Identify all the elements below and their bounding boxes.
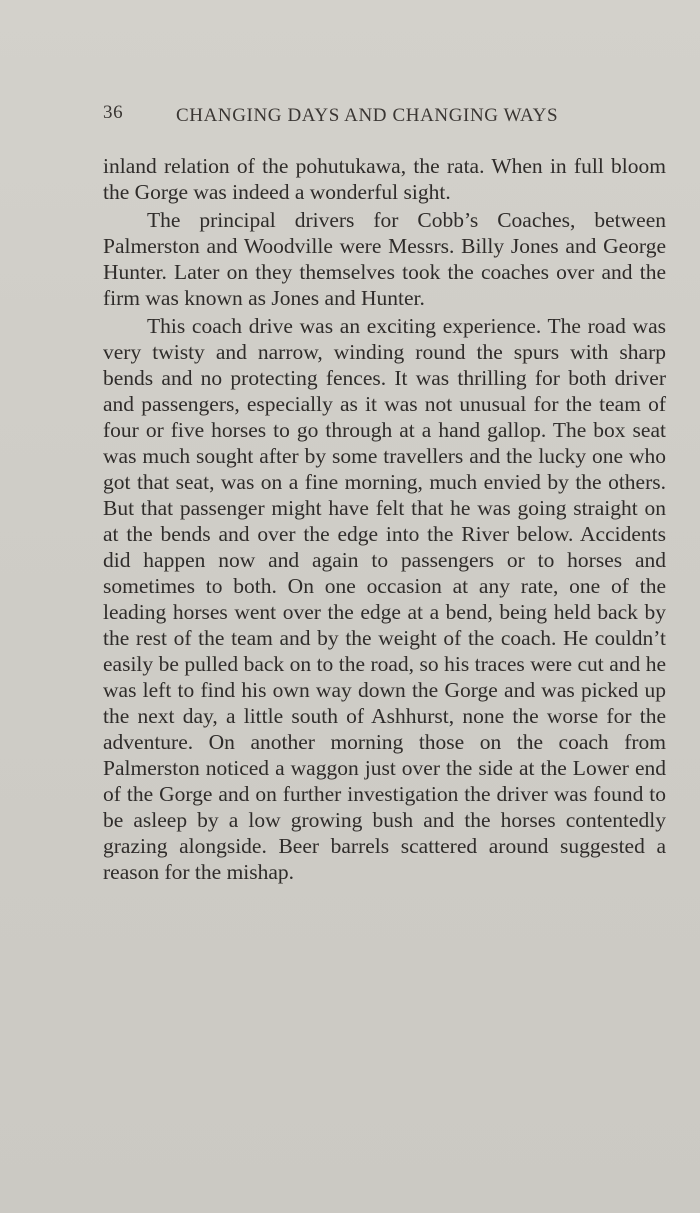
paragraph-3: This coach drive was an exciting experience. The road was very twisty and narrow, winding round the spurs with sharp bends and no protecting fences. It was thrilling for both driver and passengers, especially as it was not unusual for the team of four or five horses to go through at a hand gallop. The box seat was much sought after by some travellers and the lucky one who got that seat, was on a fine morning, much envied by the others. But that passenger might have felt that he was going straight on at the bends and over the edge into the River below. Accidents did happen now and again to passengers or to horses and sometimes to both. On one occasion at any rate, one of the leading horses went over the edge at a bend, being held back by the rest of the team and by the weight of the coach. He couldn’t easily be pulled back on to the road, so his traces were cut and he was left to find his own way down the Gorge and was picked up the next day, a little south of Ashhurst, none the worse for the adventure. On another morning those on the coach from Palmerston noticed a waggon just over the side at the Lower end of the Gorge and on further investigation the driver was found to be asleep by a low growing bush and the horses contentedly grazing alongside. Beer barrels scattered around suggested a reason for the mishap. (103, 314, 666, 884)
paragraph-2: The principal drivers for Cobb’s Coaches, between Palmerston and Woodville were Messrs. Billy Jones and George Hunter. Later on they themselves took the coaches over and the firm was known as Jones and Hunter. (103, 208, 666, 310)
page-number: 36 (103, 102, 124, 123)
paragraph-1: inland relation of the pohutukawa, the rata. When in full bloom the Gorge was indeed a wonderful sight. (103, 154, 666, 204)
running-head: CHANGING DAYS AND CHANGING WAYS (176, 105, 559, 126)
page-header (103, 100, 603, 132)
body-text (103, 153, 666, 887)
